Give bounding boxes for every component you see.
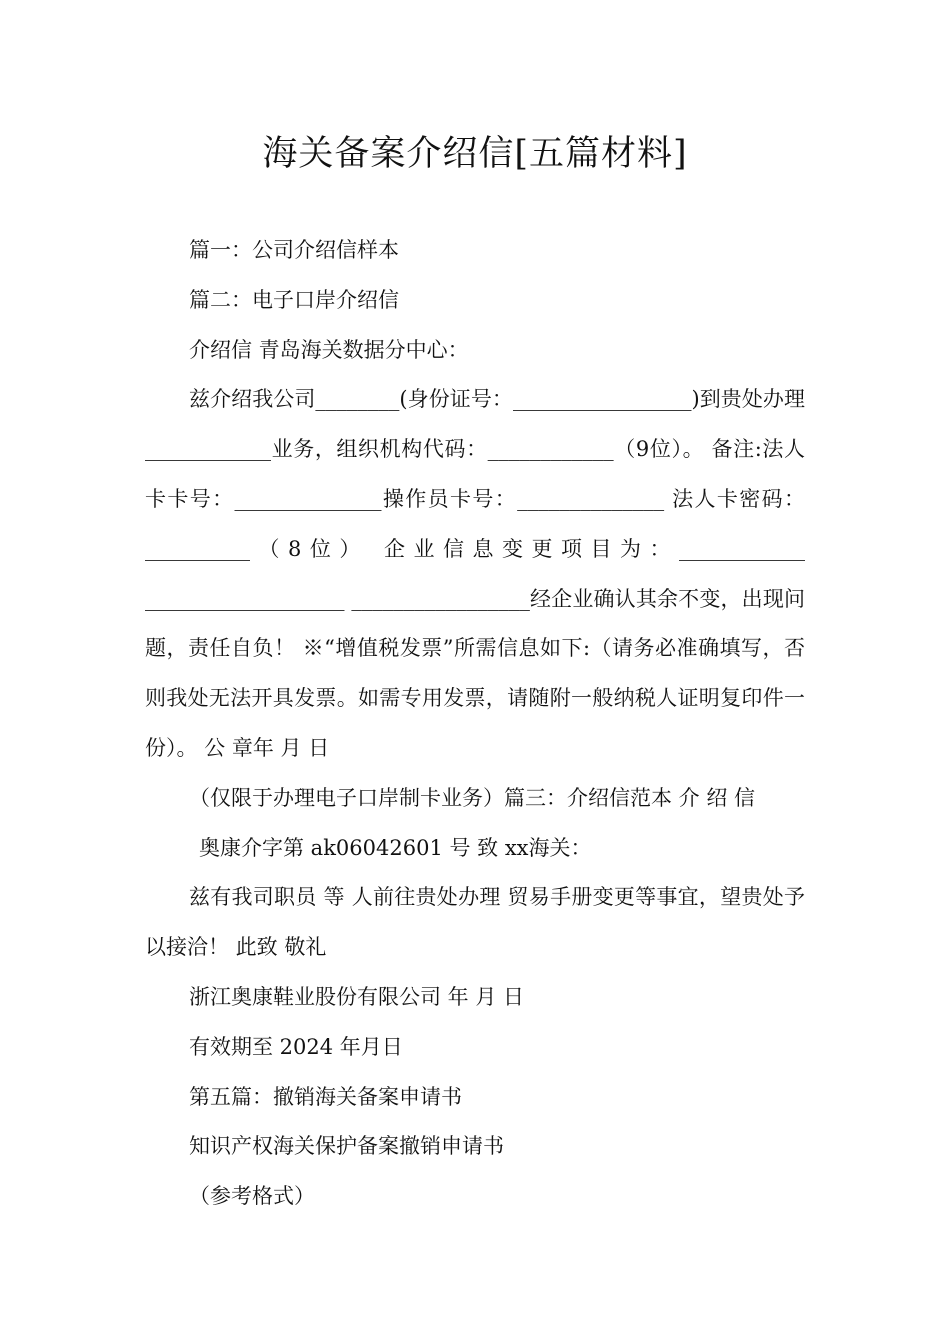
paragraph-letter-body: 兹介绍我公司________(身份证号：_________________)到贵处办理____________业务，组织机构代码：____________（9位）。 备注:法人卡卡号：______________操作员卡号：______________ 法人卡密码：__________（8位） 企业信息变更项目为：____________ ___________________ _________________经企业确认其余不变，出现问题，责任自负！ ※“增值税发票”所需信息如下:（请务必准确填写，否则我处无法开具发票。如需专用发票，请随附一般纳税人证明复印件一份）。 公 章年 月 日	[145, 387, 805, 760]
paragraph-application-title: 知识产权海关保护备案撤销申请书	[189, 1134, 504, 1159]
paragraph-validity: 有效期至 2024 年月日	[189, 1034, 403, 1059]
paragraph-part-one: 篇一：公司介绍信样本	[189, 238, 399, 262]
paragraph-reference-format: （参考格式）	[189, 1184, 315, 1209]
paragraph-part-five: 第五篇：撤销海关备案申请书	[189, 1084, 462, 1109]
paragraph-letter-header: 介绍信 青岛海关数据分中心：	[189, 337, 469, 362]
paragraph-part-two: 篇二：电子口岸介绍信	[189, 287, 399, 312]
paragraph-company-signature: 浙江奥康鞋业股份有限公司 年 月 日	[189, 984, 525, 1009]
paragraph-part-three: （仅限于办理电子口岸制卡业务）篇三：介绍信范本 介 绍 信	[189, 785, 756, 810]
document-title: 海关备案介绍信[五篇材料]	[262, 134, 688, 174]
paragraph-staff-visit: 兹有我司职员 等 人前往贵处办理 贸易手册变更等事宜，望贵处予以接洽！ 此致 敬礼	[145, 885, 805, 960]
document-body	[145, 226, 805, 1222]
paragraph-letter-number: 奥康介字第 ak06042601 号 致 xx海关：	[199, 835, 592, 860]
